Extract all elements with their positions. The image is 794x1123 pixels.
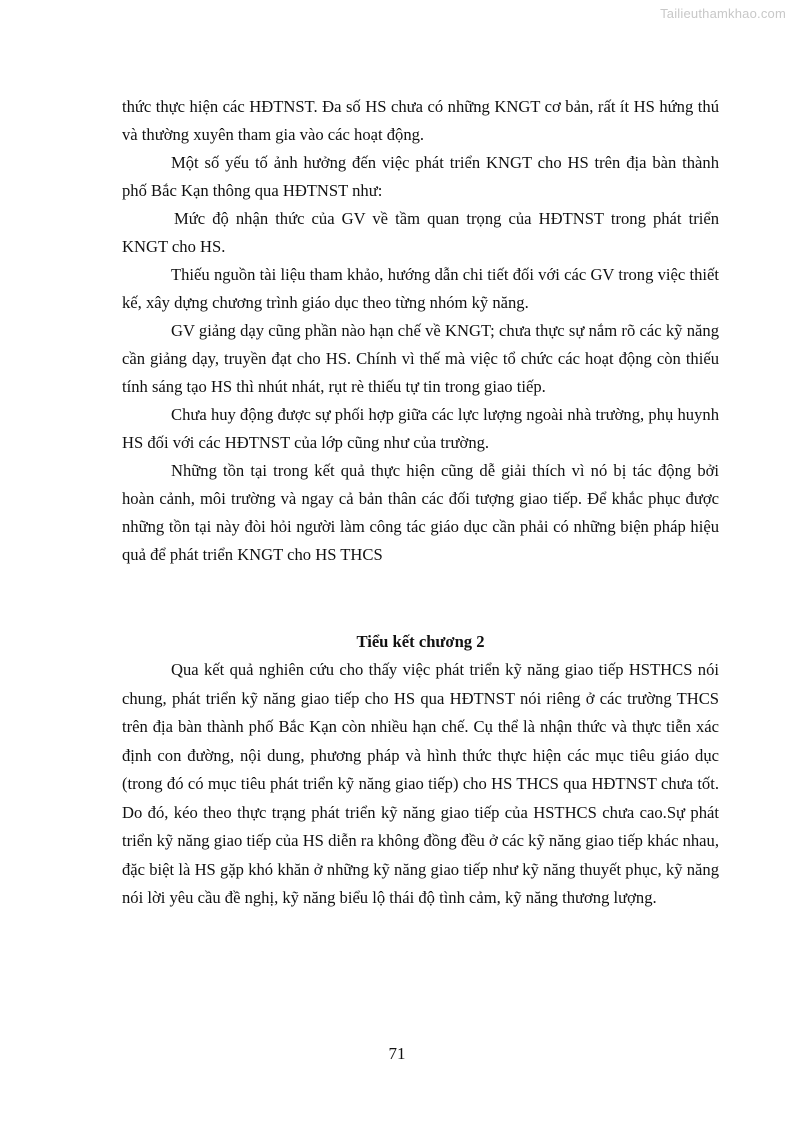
paragraph-summary: Những tồn tại trong kết quả thực hiện cũng dễ giải thích vì nó bị tác động bởi hoàn cảnh, môi trường và ngay cả bản thân các đối tượng giao tiếp. Để khắc phục được những tồn tại này đòi hỏi người làm công tác giáo dục cần phải có những biện pháp hiệu quả để phát triển KNGT cho HS THCS: [122, 461, 719, 564]
page-number: 71: [388, 1044, 406, 1063]
paragraph-continuation: thức thực hiện các HĐTNST. Đa số HS chưa có những KNGT cơ bản, rất ít HS hứng thú và thường xuyên tham gia vào các hoạt động.: [122, 97, 719, 144]
section-heading: Tiểu kết chương 2: [356, 632, 485, 651]
conclusion-paragraph: Qua kết quả nghiên cứu cho thấy việc phát triển kỹ năng giao tiếp HSTHCS nói chung, phát triển kỹ năng giao tiếp cho HS qua HĐTNST nói riêng ở các trường THCS trên địa bàn thành phố Bắc Kạn còn nhiều hạn chế. Cụ thể là nhận thức và thực tiễn xác định con đường, nội dung, phương pháp và hình thức thực hiện các mục tiêu giáo dục (trong đó có mục tiêu phát triển kỹ năng giao tiếp) cho HS THCS qua HĐTNST chưa tốt. Do đó, kéo theo thực trạng phát triển kỹ năng giao tiếp của HSTHCS chưa cao.Sự phát triển kỹ năng giao tiếp của HS diễn ra không đồng đều ở các kỹ năng giao tiếp khác nhau, đặc biệt là HS gặp khó khăn ở những kỹ năng giao tiếp như kỹ năng thuyết phục, kỹ năng nói lời yêu cầu đề nghị, kỹ năng biểu lộ thái độ tình cảm, kỹ năng thương lượng.: [122, 660, 719, 907]
paragraph-factor-resources: Thiếu nguồn tài liệu tham khảo, hướng dẫn chi tiết đối với các GV trong việc thiết kế, xây dựng chương trình giáo dục theo từng nhóm kỹ năng.: [122, 265, 719, 312]
paragraph-factor-teachers: GV giảng dạy cũng phần nào hạn chế về KNGT; chưa thực sự nắm rõ các kỹ năng cần giảng dạy, truyền đạt cho HS. Chính vì thế mà việc tổ chức các hoạt động còn thiếu tính sáng tạo HS thì nhút nhát, rụt rè thiếu tự tin trong giao tiếp.: [122, 321, 719, 396]
paragraph-factor-awareness: Mức độ nhận thức của GV về tầm quan trọng của HĐTNST trong phát triển KNGT cho HS.: [122, 209, 719, 256]
document-body: [122, 93, 719, 569]
paragraph-factors-intro: Một số yếu tố ảnh hưởng đến việc phát triển KNGT cho HS trên địa bàn thành phố Bắc Kạn thông qua HĐTNST như:: [122, 153, 719, 200]
section-body: [122, 656, 719, 913]
watermark: Tailieuthamkhao.com: [660, 6, 786, 21]
paragraph-factor-coordination: Chưa huy động được sự phối hợp giữa các lực lượng ngoài nhà trường, phụ huynh HS đối với các HĐTNST của lớp cũng như của trường.: [122, 405, 719, 452]
